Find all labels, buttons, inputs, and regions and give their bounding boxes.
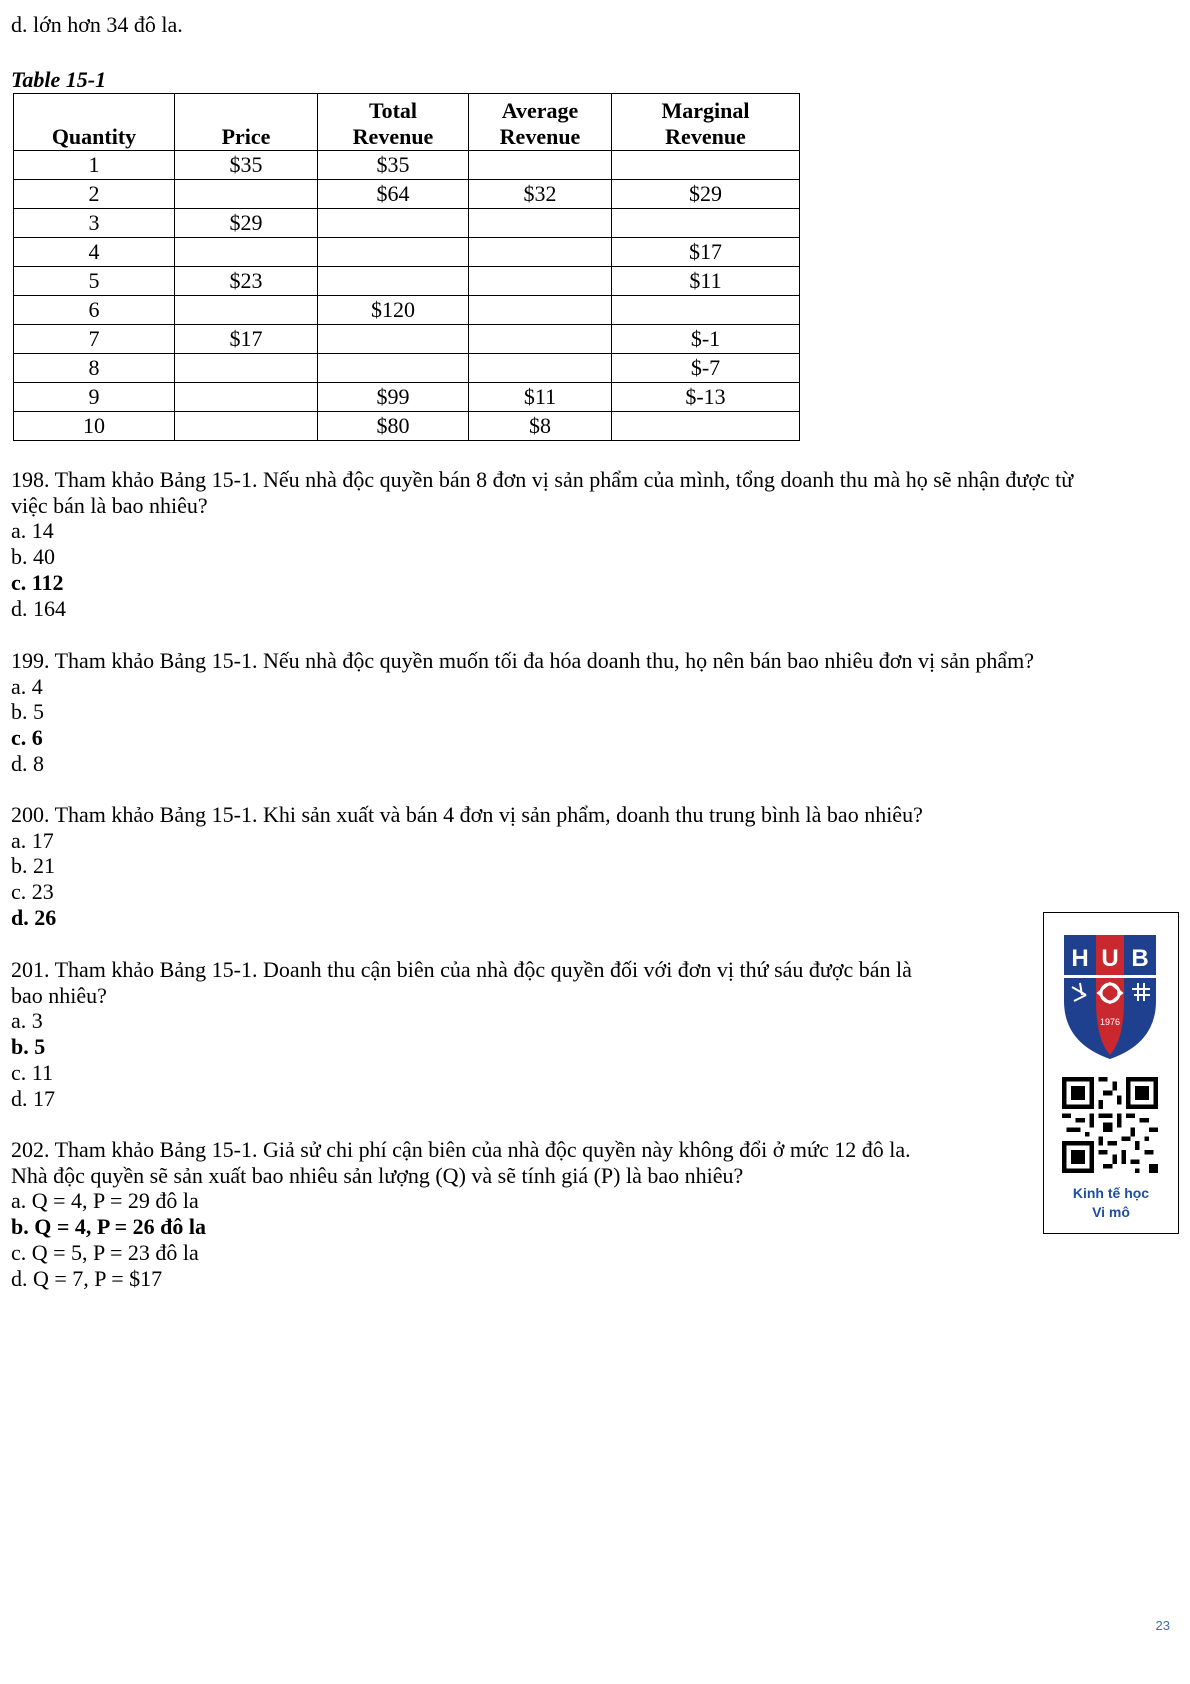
table-cell: $99 xyxy=(318,383,469,412)
table-cell: $8 xyxy=(469,412,612,441)
answer-option: c. Q = 5, P = 23 đô la xyxy=(11,1239,199,1265)
table-cell: $120 xyxy=(318,296,469,325)
table-row xyxy=(14,238,800,267)
table-cell: $35 xyxy=(175,151,318,180)
answer-option: d. 17 xyxy=(11,1085,55,1111)
qr-code-icon[interactable] xyxy=(1062,1077,1158,1173)
table-cell xyxy=(318,267,469,296)
table-cell: 7 xyxy=(14,325,175,354)
table-cell xyxy=(469,209,612,238)
table-cell: $11 xyxy=(469,383,612,412)
previous-answer-line: d. lớn hơn 34 đô la. xyxy=(11,12,183,37)
table-row xyxy=(14,267,800,296)
table-cell xyxy=(612,296,800,325)
table-cell xyxy=(175,412,318,441)
answer-option: a. 14 xyxy=(11,518,54,544)
table-cell: $32 xyxy=(469,180,612,209)
header-price: Price xyxy=(175,94,318,151)
answer-option-correct: c. 6 xyxy=(11,725,43,751)
card-caption-subtitle: Vi mô xyxy=(1092,1204,1130,1220)
logo-year: 1976 xyxy=(1099,1017,1121,1027)
table-cell xyxy=(469,354,612,383)
table-cell: $29 xyxy=(175,209,318,238)
table-cell: $-13 xyxy=(612,383,800,412)
question-text: 199. Tham khảo Bảng 15-1. Nếu nhà độc quyền muốn tối đa hóa doanh thu, họ nên bán bao nhiêu đơn vị sản phẩm? xyxy=(11,648,1035,673)
answer-option: a. 3 xyxy=(11,1008,43,1034)
answer-option: d. 8 xyxy=(11,750,44,776)
table-cell: $-1 xyxy=(612,325,800,354)
table-cell: $35 xyxy=(318,151,469,180)
table-cell: $64 xyxy=(318,180,469,209)
table-row xyxy=(14,296,800,325)
table-cell: 3 xyxy=(14,209,175,238)
table-cell xyxy=(469,296,612,325)
table-cell xyxy=(175,180,318,209)
answer-option: a. 17 xyxy=(11,827,54,853)
table-cell xyxy=(318,209,469,238)
answer-option: b. 40 xyxy=(11,544,55,570)
table-row xyxy=(14,209,800,238)
table-cell xyxy=(318,238,469,267)
table-cell xyxy=(175,296,318,325)
answer-option: a. 4 xyxy=(11,673,43,699)
table-row xyxy=(14,325,800,354)
logo-letter-h: H xyxy=(1071,945,1089,972)
table-cell: 5 xyxy=(14,267,175,296)
table-cell xyxy=(318,354,469,383)
header-average-revenue: Average Revenue xyxy=(469,94,612,151)
table-header-row xyxy=(14,94,800,151)
answer-option: c. 11 xyxy=(11,1059,53,1085)
table-cell: $23 xyxy=(175,267,318,296)
logo-letter-u: U xyxy=(1101,945,1119,972)
answer-option: a. Q = 4, P = 29 đô la xyxy=(11,1188,199,1214)
table-row xyxy=(14,354,800,383)
table-row xyxy=(14,180,800,209)
table-cell xyxy=(175,238,318,267)
table-cell: 4 xyxy=(14,238,175,267)
answer-option: d. Q = 7, P = $17 xyxy=(11,1265,163,1291)
answer-option-correct: b. Q = 4, P = 26 đô la xyxy=(11,1214,206,1240)
table-cell xyxy=(469,325,612,354)
header-marginal-revenue: Marginal Revenue xyxy=(612,94,800,151)
table-row xyxy=(14,151,800,180)
table-cell xyxy=(612,151,800,180)
table-cell xyxy=(175,383,318,412)
hub-logo-card xyxy=(1043,912,1179,1234)
answer-option-correct: d. 26 xyxy=(11,904,57,930)
table-cell xyxy=(469,267,612,296)
answer-option: d. 164 xyxy=(11,595,66,621)
answer-option: c. 23 xyxy=(11,879,54,905)
logo-letter-b: B xyxy=(1131,945,1149,972)
table-cell: $29 xyxy=(612,180,800,209)
table-cell: 8 xyxy=(14,354,175,383)
table-cell xyxy=(469,238,612,267)
question-text: bao nhiêu? xyxy=(11,982,107,1008)
table-cell: 6 xyxy=(14,296,175,325)
table-cell xyxy=(318,325,469,354)
table-cell: 9 xyxy=(14,383,175,412)
table-cell: 2 xyxy=(14,180,175,209)
page-number: 23 xyxy=(1155,1618,1170,1633)
answer-option: b. 21 xyxy=(11,853,55,879)
question-text: 200. Tham khảo Bảng 15-1. Khi sản xuất và bán 4 đơn vị sản phẩm, doanh thu trung bình là bao nhiêu? xyxy=(11,802,923,827)
table-cell: $17 xyxy=(175,325,318,354)
question-text: việc bán là bao nhiêu? xyxy=(11,492,208,518)
question-text: Nhà độc quyền sẽ sản xuất bao nhiêu sản lượng (Q) và sẽ tính giá (P) là bao nhiêu? xyxy=(11,1162,744,1188)
table-cell xyxy=(612,412,800,441)
table-row xyxy=(14,383,800,412)
question-text: 198. Tham khảo Bảng 15-1. Nếu nhà độc quyền bán 8 đơn vị sản phẩm của mình, tổng doanh thu mà họ sẽ nhận được từ xyxy=(11,467,1074,492)
table-title: Table 15-1 xyxy=(11,67,107,92)
table-cell xyxy=(469,151,612,180)
header-total-revenue: Total Revenue xyxy=(318,94,469,151)
answer-option-correct: b. 5 xyxy=(11,1034,46,1060)
table-cell xyxy=(612,209,800,238)
card-caption-title: Kinh tế học xyxy=(1072,1185,1150,1201)
answer-option-correct: c. 112 xyxy=(11,569,64,595)
hub-shield-logo xyxy=(1060,931,1160,1061)
table-cell: 1 xyxy=(14,151,175,180)
table-cell xyxy=(175,354,318,383)
table-cell: $80 xyxy=(318,412,469,441)
question-text: 201. Tham khảo Bảng 15-1. Doanh thu cận biên của nhà độc quyền đối với đơn vị thứ sáu được bán là xyxy=(11,957,912,982)
table-cell: $-7 xyxy=(612,354,800,383)
answer-option: b. 5 xyxy=(11,699,44,725)
table-cell: $17 xyxy=(612,238,800,267)
table-cell: $11 xyxy=(612,267,800,296)
table-row xyxy=(14,412,800,441)
header-quantity: Quantity xyxy=(14,94,175,151)
table-cell: 10 xyxy=(14,412,175,441)
revenue-table xyxy=(13,93,800,441)
question-text: 202. Tham khảo Bảng 15-1. Giả sử chi phí cận biên của nhà độc quyền này không đổi ở mức 12 đô la. xyxy=(11,1137,911,1162)
